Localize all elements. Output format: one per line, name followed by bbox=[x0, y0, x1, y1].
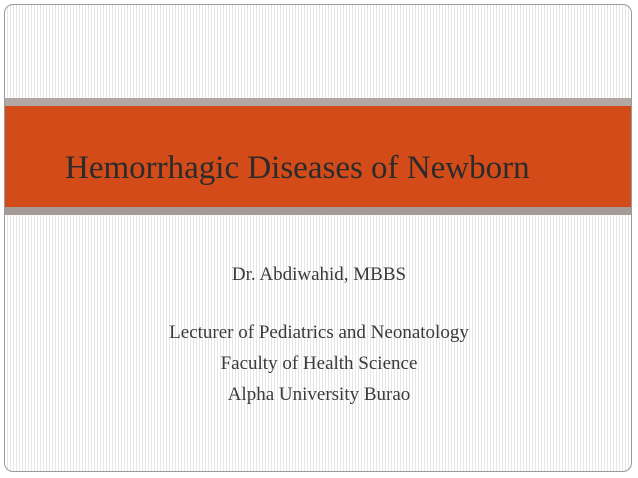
affiliation-line-position: Lecturer of Pediatrics and Neonatology bbox=[169, 322, 469, 343]
slide-title: Hemorrhagic Diseases of Newborn bbox=[65, 150, 530, 186]
author-name: Dr. Abdiwahid, MBBS bbox=[231, 264, 407, 285]
affiliation-line-faculty: Faculty of Health Science bbox=[220, 353, 418, 374]
affiliation-line-university: Alpha University Burao bbox=[227, 384, 411, 405]
